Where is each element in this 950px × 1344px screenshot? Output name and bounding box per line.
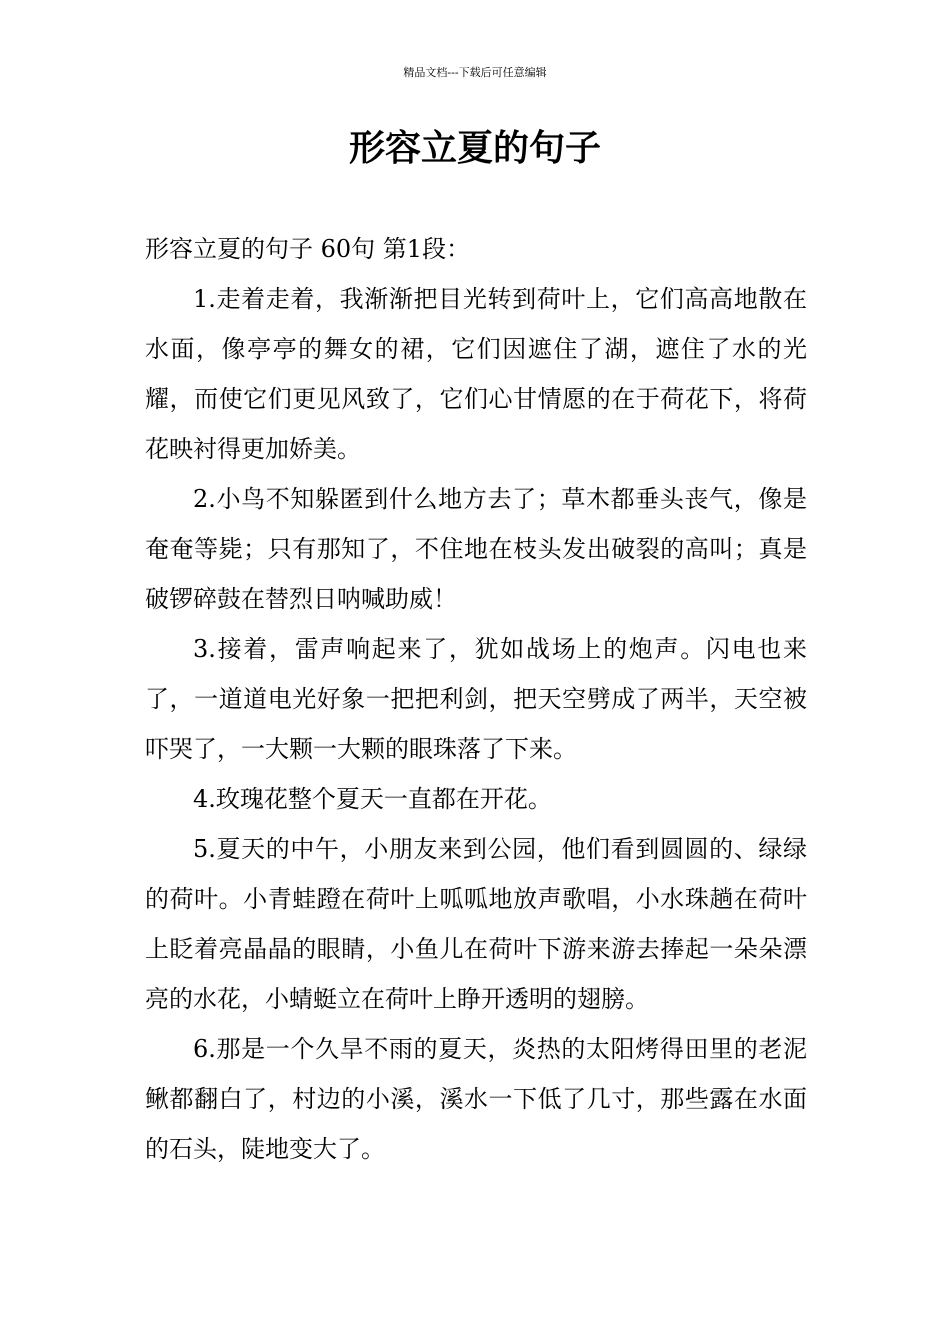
- paragraph-3: 3.接着，雷声响起来了，犹如战场上的炮声。闪电也来了，一道道电光好象一把把利剑，把天空劈成了两半，天空被吓哭了，一大颗一大颗的眼珠落了下来。: [145, 635, 807, 763]
- paragraph-5: 5.夏天的中午，小朋友来到公园，他们看到圆圆的、绿绿的荷叶。小青蛙蹬在荷叶上呱呱地放声歌唱，小水珠趟在荷叶上眨着亮晶晶的眼睛，小鱼儿在荷叶下游来游去捧起一朵朵漂亮的水花，小蜻蜓立在荷叶上睁开透明的翅膀。: [145, 835, 807, 1013]
- paragraph-6: 6.那是一个久旱不雨的夏天，炎热的太阳烤得田里的老泥鳅都翻白了，村边的小溪，溪水一下低了几寸，那些露在水面的石头，陡地变大了。: [145, 1035, 807, 1163]
- paragraph-2: 2.小鸟不知躲匿到什么地方去了；草木都垂头丧气，像是奄奄等毙；只有那知了，不住地在枝头发出破裂的高叫；真是破锣碎鼓在替烈日呐喊助威！: [145, 485, 807, 613]
- intro-line: 形容立夏的句子 60句 第1段：: [145, 235, 471, 263]
- paragraph-4: 4.玫瑰花整个夏天一直都在开花。: [193, 785, 552, 813]
- page-title: 形容立夏的句子: [348, 127, 601, 169]
- paragraph-1: 1.走着走着，我渐渐把目光转到荷叶上，它们高高地散在水面，像亭亭的舞女的裙，它们因遮住了湖，遮住了水的光耀，而使它们更见风致了，它们心甘情愿的在于荷花下，将荷花映衬得更加娇美。: [145, 285, 807, 463]
- header-note: 精品文档---下载后可任意编辑: [403, 66, 547, 79]
- document-body: [145, 224, 807, 1174]
